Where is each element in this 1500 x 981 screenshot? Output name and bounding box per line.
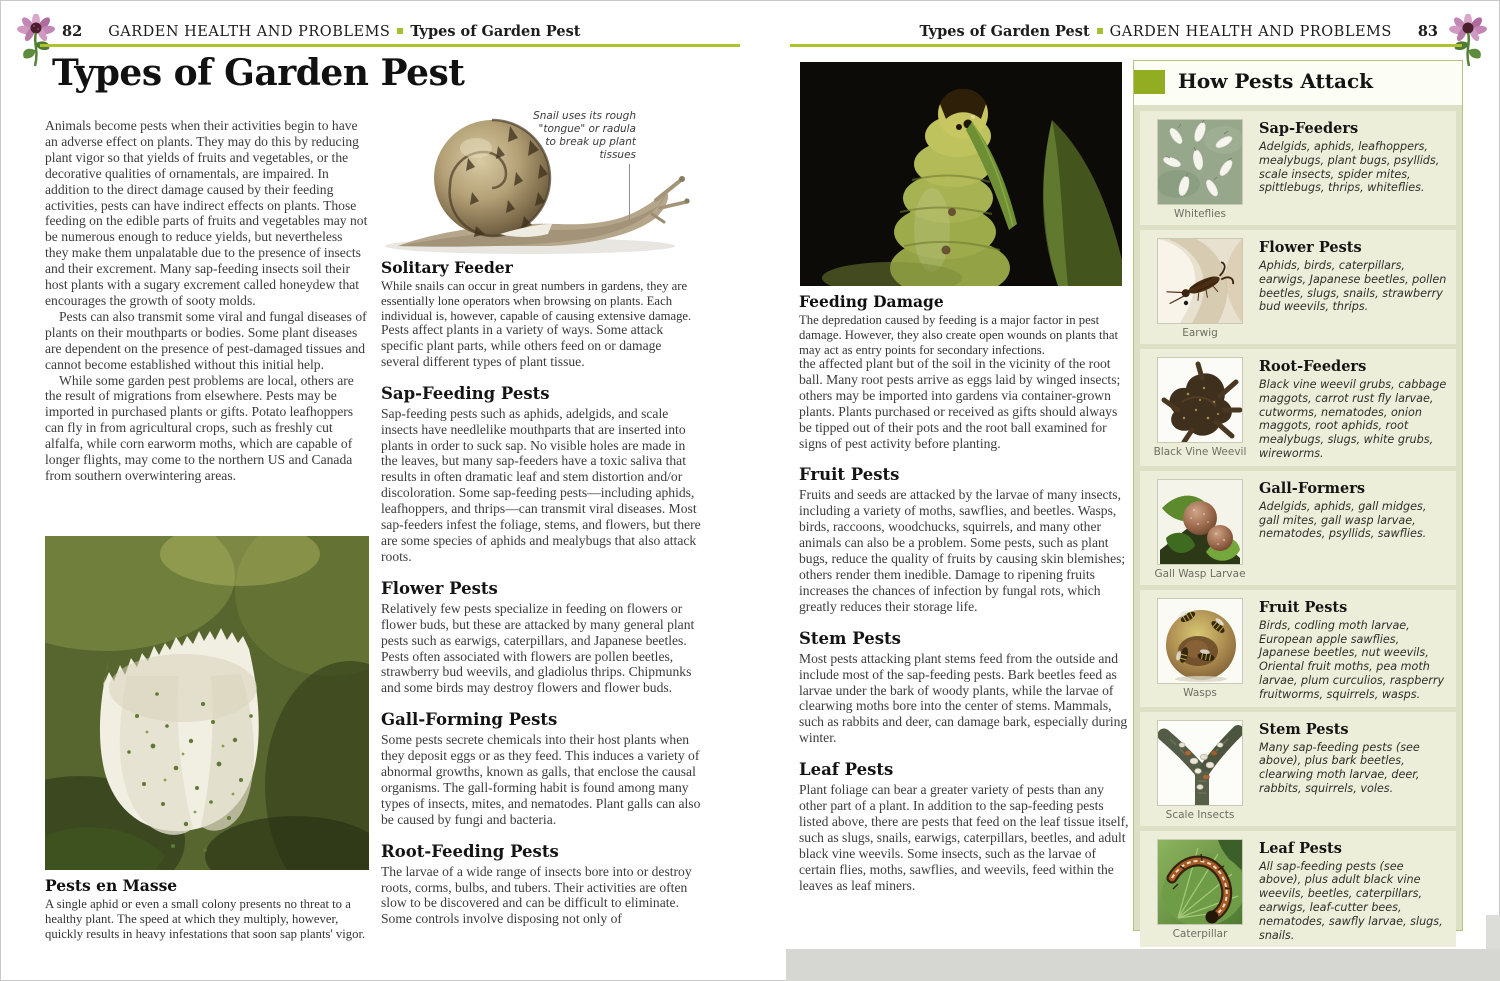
panel-header xyxy=(1134,61,1462,105)
section-body: Fruits and seeds are attacked by the larvae of many insects, including a variety of moths, sawflies, and beetles. Wasps, birds, raccoons, woodchucks, squirrels, and many other animals can also be a problem. Some pests, such as plant bugs, reduce the quality of fruits by causing skin blemishes; others render them inedible. Damage to ripening fruits increases the chances of infection by fungal rots, which greatly reduces their storage life. xyxy=(799,487,1126,614)
running-head-left xyxy=(62,23,580,40)
caption-body: A single aphid or even a small colony presents no threat to a healthy plant. The speed at which they multiply, however, quickly results in heavy infestations that soon sap plants' vigor. xyxy=(45,897,366,941)
tulip-aphids-photo xyxy=(45,536,369,870)
sidebar-entry xyxy=(1140,230,1456,344)
thumb-caption: Whiteflies xyxy=(1174,208,1226,220)
section-heading: Root-Feeding Pests xyxy=(381,841,559,861)
sidebar-entry xyxy=(1140,471,1456,585)
right-column xyxy=(799,356,1129,893)
thumb-caption: Gall Wasp Larvae xyxy=(1154,567,1246,580)
sidebar-entry xyxy=(1140,111,1456,225)
sidebar-entry xyxy=(1140,712,1456,826)
wasps-on-fruit-photo xyxy=(1157,598,1243,684)
caption-title: Feeding Damage xyxy=(799,292,944,311)
intro-paragraph: While some garden pest problems are local, others are the result of migrations from elsewhere. Pests may be imported in purchased plants or gifts. Potato leafhoppers can fly in from agricultural crops, such as freshly cut alfalfa, while corn earworm moths, which are capable of longer flights, may come to the northern US and Canada from southern overwintering areas. xyxy=(45,372,354,483)
green-square-icon xyxy=(1134,70,1165,94)
caption-title: Solitary Feeder xyxy=(381,258,513,277)
thumb-caption: Scale Insects xyxy=(1165,808,1235,821)
entry-body: Many sap-feeding pests (see above), plus bark beetles, clearwing moth larvae, deer, rabbits, squirrels, voles. xyxy=(1259,740,1420,795)
section-body: Plant foliage can bear a greater variety of pests than any other part of a plant. In addition to the sap-feeding pests listed above, there are pests that feed on the leaf tissue itself, such as slugs, snails, earwigs, caterpillars, beetles, and adult black vine weevils. Some insects, such as the larvae of certain flies, moths, sawflies, and weevils, feed within the leaves as leaf miners. xyxy=(799,782,1129,893)
thumb-caption: Wasps xyxy=(1183,686,1217,699)
thumb-caption: Caterpillar xyxy=(1172,927,1228,940)
intro-column xyxy=(45,118,369,484)
snail-caption xyxy=(381,258,707,324)
panel-body xyxy=(1134,105,1462,953)
section-heading: Gall-Forming Pests xyxy=(381,710,558,730)
paragraph: Pests affect plants in a variety of ways. Some attack specific plant parts, while others feed on or damage several different types of plant tissue. xyxy=(381,322,664,369)
entry-body: Black vine weevil grubs, cabbage maggots, carrot rust fly larvae, cutworms, nematodes, onion maggots, root aphids, root mealybugs, slugs, white grubs, wireworms. xyxy=(1259,378,1447,460)
breadcrumb-topic: Types of Garden Pest xyxy=(410,23,581,40)
bullet-square-icon xyxy=(397,28,403,34)
section-body: Most pests attacking plant stems feed from the outside and include most of the sap-feeding pests. Bark beetles feed as larvae under the bark of woody plants, while the larvae of clearwing moths bore into the center of stems. Mammals, such as rabbits and deer, can damage bark, especially during winter. xyxy=(799,650,1128,746)
earwig-photo xyxy=(1157,238,1243,324)
page-title: Types of Garden Pest xyxy=(52,52,465,94)
page-number: 82 xyxy=(62,23,83,40)
entry-heading: Stem Pests xyxy=(1259,720,1349,738)
entry-heading: Gall-Formers xyxy=(1259,479,1365,497)
intro-paragraph: Pests can also transmit some viral and fungal diseases of plants on their mouthparts or bodies. Some plant diseases are dependent on the presence of pest-damaged tissues and cannot become established without this initial help. xyxy=(45,308,367,372)
caption-body: While snails can occur in great numbers in gardens, they are essentially lone operators when browsing on plants. Each individual is, however, capable of causing extensive damage. xyxy=(381,279,692,323)
section-heading: Sap-Feeding Pests xyxy=(381,383,550,403)
entry-body: Adelgids, aphids, gall midges, gall mites, gall wasp larvae, nematodes, psyllids, sawflies. xyxy=(1259,499,1427,541)
panel-title: How Pests Attack xyxy=(1178,69,1373,93)
caption-body: The depredation caused by feeding is a major factor in pest damage. However, they also create open wounds on plants that may act as entry points for secondary infections. xyxy=(799,313,1119,357)
section-body: Some pests secrete chemicals into their host plants when they deposit eggs or as they feed. This induces a variety of abnormal growths, known as galls, that enclose the causal organisms. The gall-forming habit is found among many types of insects, mites, and nematodes. Plant galls can also be caused by fungi and bacteria. xyxy=(381,732,701,827)
section-heading: Fruit Pests xyxy=(799,465,900,485)
entry-body: Adelgids, aphids, leafhoppers, mealybugs, plant bugs, psyllids, scale insects, spider mites, spittlebugs, thrips, whiteflies. xyxy=(1259,140,1440,195)
thumb-caption: Black Vine Weevil xyxy=(1153,446,1247,458)
how-pests-attack-panel xyxy=(1133,60,1463,942)
section-heading: Flower Pests xyxy=(381,578,498,598)
sidebar-entry xyxy=(1140,831,1456,948)
caterpillar-photo xyxy=(1157,839,1243,925)
snail-photo-block xyxy=(380,100,702,258)
sidebar-entry xyxy=(1140,349,1456,466)
entry-heading: Flower Pests xyxy=(1259,239,1362,256)
annotation-leader-line xyxy=(629,164,630,220)
sidebar-entry xyxy=(1140,590,1456,707)
caption-title: Pests en Masse xyxy=(45,876,178,895)
bullet-square-icon xyxy=(1097,28,1103,34)
section-body: The larvae of a wide range of insects bore into or destroy roots, corms, bulbs, and tubers. Their activities are often slow to be discovered and can be difficult to eliminate. Some controls involve disposing not only of xyxy=(381,863,692,927)
paragraph: the affected plant but of the soil in the vicinity of the root ball. Many root pests arrive as eggs laid by winged insects; others may be imported into gardens via container-grown plants. Plants purchased or received as gifts should always be tipped out of their pots and the root ball examined for signs of pest activity before planting. xyxy=(799,356,1121,451)
entry-heading: Leaf Pests xyxy=(1259,839,1342,857)
whiteflies-photo xyxy=(1157,119,1243,205)
intro-paragraph: Animals become pests when their activities begin to have an adverse effect on plants. They may do this by reducing plant vigor so that yields of fruits and vegetables, or the decorative qualities of ornamentals, are impaired. In addition to the direct damage caused by their feeding activities, pests can have indirect effects on plants. Those feeding on the edible parts of fruits and vegetables may not be numerous enough to reduce yields, but nevertheless they make them unpalatable due to the presence of insects and their excrement. Many sap-feeding insects soil their host plants with a sugary excrement called honeydew that encourages the growth of sooty molds. xyxy=(45,118,368,308)
book-edge-shadow xyxy=(786,949,1500,981)
entry-body: Birds, codling moth larvae, European apple sawflies, Japanese beetles, nut weevils, Oriental fruit moths, pea moth larvae, plum curculios, raspberry fruitworms, squirrels, wasps. xyxy=(1259,618,1445,701)
header-rule xyxy=(40,44,740,47)
entry-body: Aphids, birds, caterpillars, earwigs, Japanese beetles, pollen beetles, slugs, snails, strawberry bud weevils, thrips. xyxy=(1259,259,1447,314)
entry-heading: Root-Feeders xyxy=(1259,358,1367,375)
entry-heading: Sap-Feeders xyxy=(1259,120,1359,137)
thumb-caption: Earwig xyxy=(1182,327,1218,339)
breadcrumb-section: GARDEN HEALTH AND PROBLEMS xyxy=(1109,24,1392,40)
breadcrumb-section: GARDEN HEALTH AND PROBLEMS xyxy=(108,24,391,40)
black-vine-weevil-photo xyxy=(1157,357,1243,443)
snail-annotation: Snail uses its rough "tongue" or radula to break up plant tissues xyxy=(533,110,636,161)
feeding-damage-caption xyxy=(799,292,1129,358)
page-number: 83 xyxy=(1417,23,1438,40)
running-head-right xyxy=(920,23,1438,40)
header-rule xyxy=(790,44,1462,47)
tulip-caption xyxy=(45,876,375,942)
gall-wasp-larvae-photo xyxy=(1157,479,1243,565)
entry-heading: Fruit Pests xyxy=(1259,598,1348,616)
middle-column xyxy=(381,322,703,927)
section-heading: Stem Pests xyxy=(799,628,901,648)
section-heading: Leaf Pests xyxy=(799,760,894,780)
scale-insects-photo xyxy=(1157,720,1243,806)
section-body: Sap-feeding pests such as aphids, adelgids, and scale insects have needlelike mouthparts that are inserted into plants in order to suck sap. No visible holes are made in the leaves, but many sap-feeders have a toxic saliva that results in often dramatic leaf and stem distortion and/or discoloration. Some sap-feeding pests—including aphids, leafhoppers, and thrips—can transmit viral diseases. Most sap-feeders infest the foliage, stems, and flowers, but there are some species of aphids and mealybugs that also attack roots. xyxy=(381,405,701,564)
section-body: Relatively few pests specialize in feeding on flowers or flower buds, but these are attacked by many general plant pests such as earwigs, caterpillars, and Japanese beetles. Pests often associated with flowers are pollen beetles, strawberry bud weevils, and gladiolus thrips. Chipmunks and some birds may destroy flowers and flower buds. xyxy=(381,600,695,696)
entry-body: All sap-feeding pests (see above), plus adult black vine weevils, beetles, caterpillars, earwigs, leaf-cutter bees, nematodes, sawfly larvae, slugs, snails. xyxy=(1259,859,1443,942)
caterpillar-feeding-photo xyxy=(800,62,1122,286)
breadcrumb-topic: Types of Garden Pest xyxy=(919,23,1090,40)
